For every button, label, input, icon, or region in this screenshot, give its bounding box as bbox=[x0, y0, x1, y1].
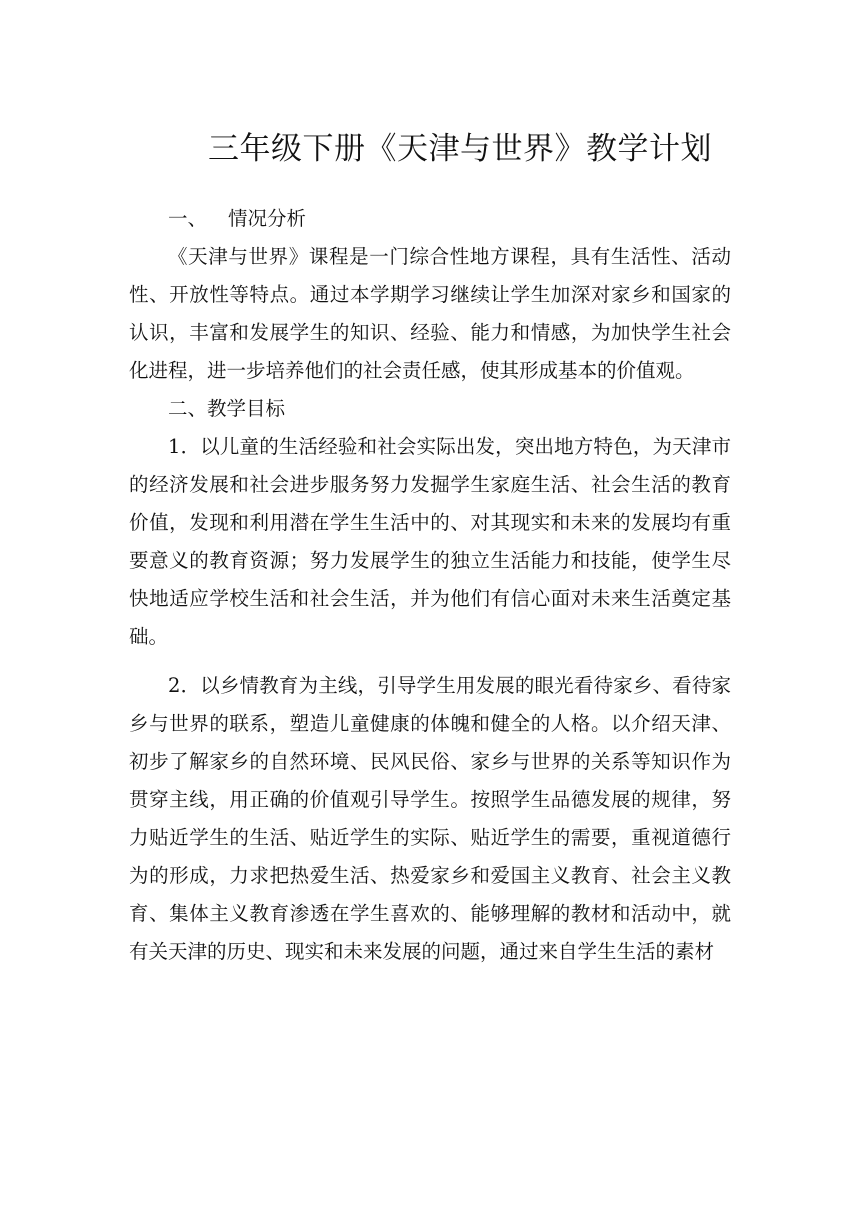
paragraph-gap bbox=[129, 656, 731, 667]
document-body bbox=[129, 200, 731, 971]
section-heading-situation bbox=[129, 200, 731, 238]
page-title: 三年级下册《天津与世界》教学计划 bbox=[208, 130, 712, 167]
paragraph-goal-1: 1．以儿童的生活经验和社会实际出发，突出地方特色，为天津市的经济发展和社会进步服务努力发掘学生家庭生活、社会生活的教育价值，发现和利用潜在学生生活中的、对其现实和未来的发展均有重要意义的教育资源；努力发展学生的独立生活能力和技能，使学生尽快地适应学校生活和社会生活，并为他们有信心面对未来生活奠定基础。 bbox=[129, 435, 731, 648]
paragraph-goal-2: 2．以乡情教育为主线，引导学生用发展的眼光看待家乡、看待家乡与世界的联系，塑造儿童健康的体魄和健全的人格。以介绍天津、初步了解家乡的自然环境、民风民俗、家乡与世界的关系等知识作为贯穿主线，用正确的价值观引导学生。按照学生品德发展的规律，努力贴近学生的生活、贴近学生的实际、贴近学生的需要，重视道德行为的形成，力求把热爱生活、热爱家乡和爱国主义教育、社会主义教育、集体主义教育渗透在学生喜欢的、能够理解的教材和活动中，就有关天津的历史、现实和未来发展的问题，通过来自学生生活的素材 bbox=[129, 674, 731, 963]
section-heading-text: 情况分析 bbox=[228, 207, 307, 230]
section-heading-goals: 二、教学目标 bbox=[168, 397, 286, 420]
section-number: 一、 bbox=[168, 207, 208, 230]
paragraph-situation: 《天津与世界》课程是一门综合性地方课程，具有生活性、活动性、开放性等特点。通过本学期学习继续让学生加深对家乡和国家的认识，丰富和发展学生的知识、经验、能力和情感，为加快学生社会化进程，进一步培养他们的社会责任感，使其形成基本的价值观。 bbox=[129, 245, 731, 382]
